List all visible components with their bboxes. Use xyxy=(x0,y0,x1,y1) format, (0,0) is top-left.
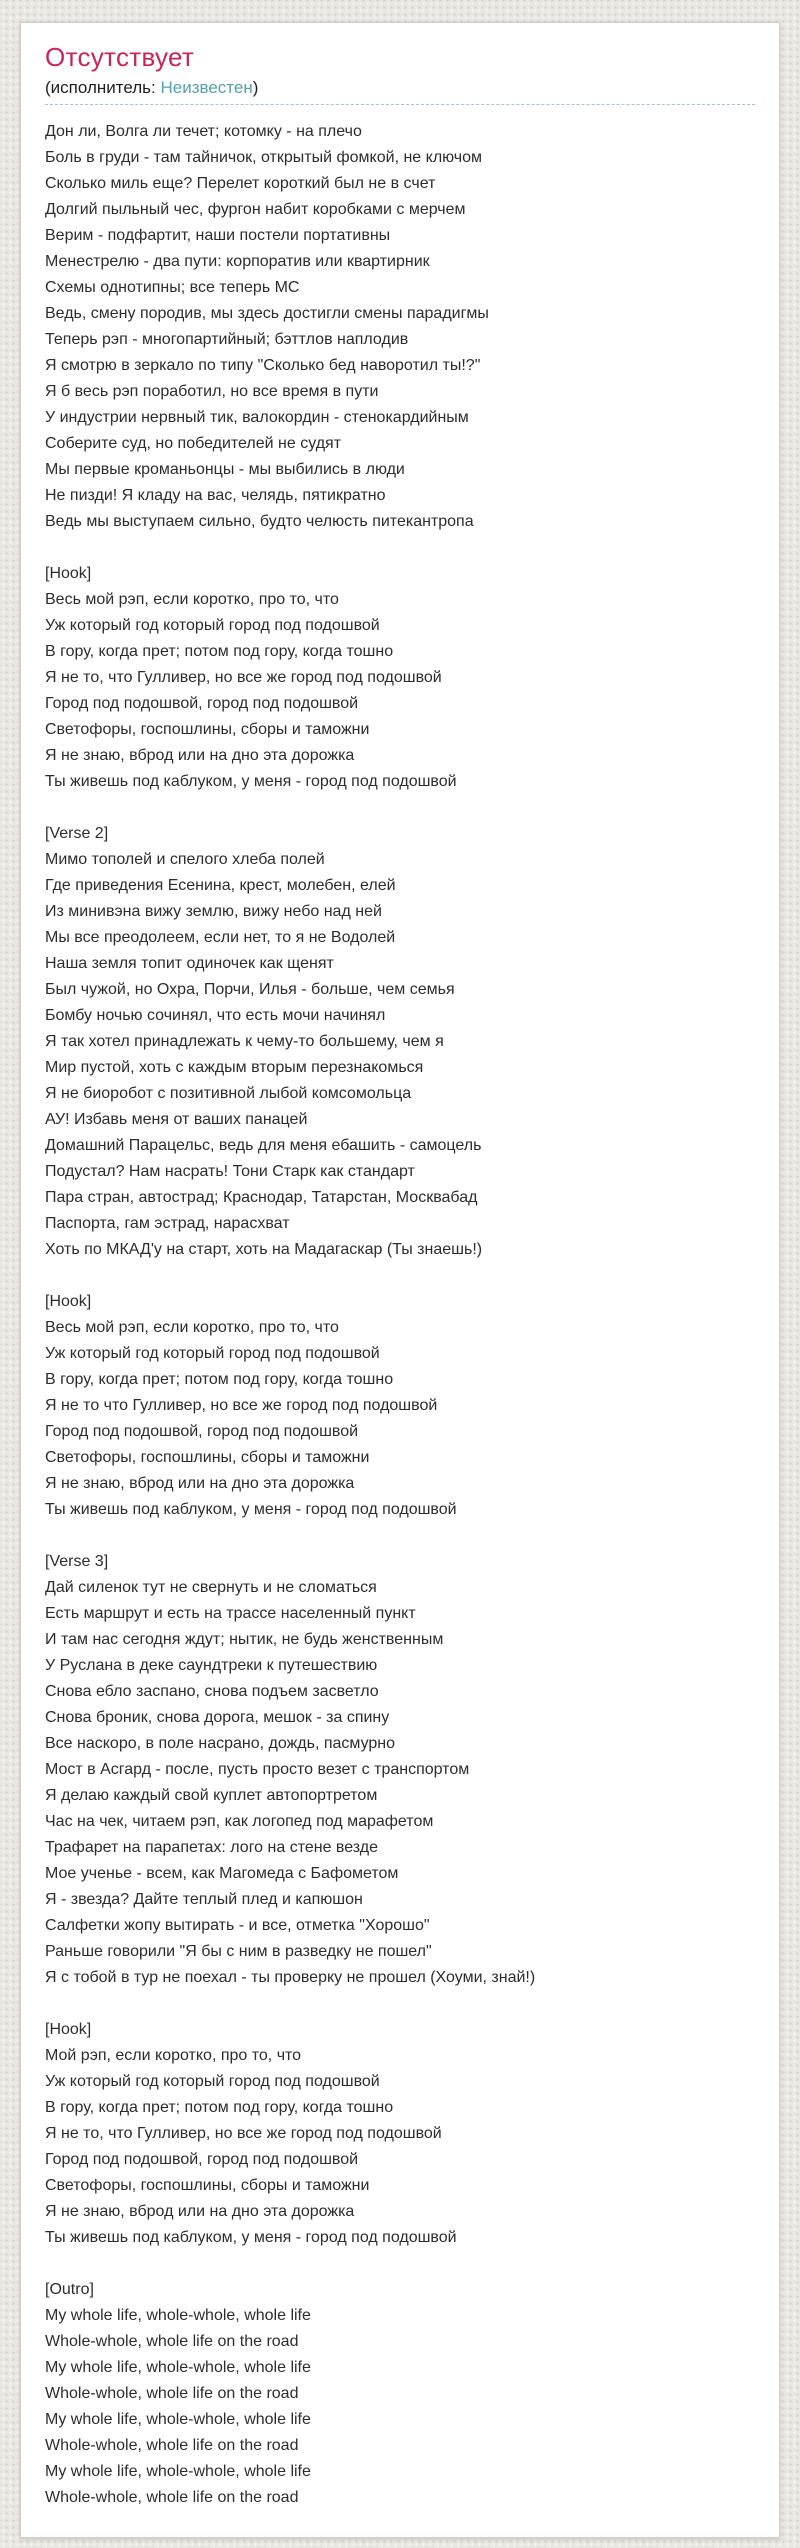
lyric-line: Бомбу ночью сочинял, что есть мочи начинял xyxy=(45,1006,386,1024)
lyric-line: Я не то, что Гулливер, но все же город под подошвой xyxy=(45,2124,442,2142)
lyric-line: Я не знаю, вброд или на дно эта дорожка xyxy=(45,746,355,764)
lyric-line: Где приведения Есенина, крест, молебен, елей xyxy=(45,876,396,894)
lyrics-section xyxy=(45,2017,755,2251)
lyrics-section xyxy=(45,119,755,535)
lyric-line: Менестрелю - два пути: корпоратив или квартирник xyxy=(45,252,430,270)
lyric-line: Весь мой рэп, если коротко, про то, что xyxy=(45,1318,339,1336)
lyric-line: Я с тобой в тур не поехал - ты проверку не прошел (Хоуми, знай!) xyxy=(45,1968,536,1986)
lyric-line: Наша земля топит одиночек как щенят xyxy=(45,954,334,972)
section-label: [Hook] xyxy=(45,1292,92,1310)
section-label: [Outro] xyxy=(45,2280,94,2298)
lyric-line: Ты живешь под каблуком, у меня - город под подошвой xyxy=(45,772,457,790)
lyric-line: Уж который год который город под подошвой xyxy=(45,616,380,634)
lyric-line: Мы все преодолеем, если нет, то я не Водолей xyxy=(45,928,396,946)
lyric-line: Теперь рэп - многопартийный; бэттлов наплодив xyxy=(45,330,409,348)
lyric-line: Был чужой, но Охра, Порчи, Илья - больше, чем семья xyxy=(45,980,455,998)
lyric-line: Я не то что Гулливер, но все же город под подошвой xyxy=(45,1396,438,1414)
lyrics-section xyxy=(45,1289,755,1523)
lyric-line: Whole-whole, whole life on the road xyxy=(45,2436,299,2454)
lyric-line: Мимо тополей и спелого хлеба полей xyxy=(45,850,325,868)
lyric-line: Паспорта, гам эстрад, нарасхват xyxy=(45,1214,290,1232)
lyric-line: Я смотрю в зеркало по типу "Сколько бед наворотил ты!?" xyxy=(45,356,481,374)
lyric-line: Сколько миль еще? Перелет короткий был не в счет xyxy=(45,174,436,192)
lyric-line: Весь мой рэп, если коротко, про то, что xyxy=(45,590,339,608)
lyric-line: Верим - подфартит, наши постели портативны xyxy=(45,226,391,244)
lyric-line: Соберите суд, но победителей не судят xyxy=(45,434,342,452)
lyric-line: Я не то, что Гулливер, но все же город под подошвой xyxy=(45,668,442,686)
lyric-line: My whole life, whole-whole, whole life xyxy=(45,2358,311,2376)
lyric-line: У индустрии нервный тик, валокордин - стенокардийным xyxy=(45,408,469,426)
lyric-line: Уж который год который город под подошвой xyxy=(45,2072,380,2090)
lyric-line: В гору, когда прет; потом под гору, когда тошно xyxy=(45,1370,394,1388)
lyric-line: Мой рэп, если коротко, про то, что xyxy=(45,2046,302,2064)
lyric-line: В гору, когда прет; потом под гору, когда тошно xyxy=(45,2098,394,2116)
lyric-line: Мы первые кроманьонцы - мы выбились в люди xyxy=(45,460,405,478)
lyrics-section xyxy=(45,821,755,1263)
lyric-line: Город под подошвой, город под подошвой xyxy=(45,694,359,712)
lyric-line: АУ! Избавь меня от ваших панацей xyxy=(45,1110,308,1128)
lyric-line: Раньше говорили "Я бы с ним в разведку не пошел" xyxy=(45,1942,432,1960)
lyric-line: У Руслана в деке саундтреки к путешествию xyxy=(45,1656,378,1674)
lyric-line: Боль в груди - там тайничок, открытый фомкой, не ключом xyxy=(45,148,483,166)
section-label: [Verse 3] xyxy=(45,1552,109,1570)
lyric-line: Ты живешь под каблуком, у меня - город под подошвой xyxy=(45,2228,457,2246)
lyric-line: Светофоры, госпошлины, сборы и таможни xyxy=(45,2176,370,2194)
section-label: [Hook] xyxy=(45,564,92,582)
lyric-line: Ведь мы выступаем сильно, будто челюсть питекантропа xyxy=(45,512,474,530)
lyric-line: Whole-whole, whole life on the road xyxy=(45,2488,299,2506)
artist-link[interactable]: Неизвестен xyxy=(160,77,253,97)
lyric-line: Все наскоро, в поле насрано, дождь, пасмурно xyxy=(45,1734,396,1752)
artist-prefix: (исполнитель: xyxy=(45,77,161,97)
lyric-line: Я не знаю, вброд или на дно эта дорожка xyxy=(45,2202,355,2220)
lyric-line: Светофоры, госпошлины, сборы и таможни xyxy=(45,720,370,738)
lyric-line: Светофоры, госпошлины, сборы и таможни xyxy=(45,1448,370,1466)
lyric-line: Долгий пыльный чес, фургон набит коробками с мерчем xyxy=(45,200,466,218)
lyric-line: My whole life, whole-whole, whole life xyxy=(45,2306,311,2324)
lyrics-section xyxy=(45,2277,755,2511)
lyric-line: Мост в Асгард - после, пусть просто везет с транспортом xyxy=(45,1760,470,1778)
lyric-line: Дон ли, Волга ли течет; котомку - на плечо xyxy=(45,122,362,140)
lyric-line: Мир пустой, хоть с каждым вторым перезнакомься xyxy=(45,1058,424,1076)
lyric-line: Схемы однотипны; все теперь MC xyxy=(45,278,300,296)
lyrics-card xyxy=(20,22,780,2538)
lyric-line: Хоть по МКАД'у на старт, хоть на Мадагаскар (Ты знаешь!) xyxy=(45,1240,483,1258)
lyric-line: Ты живешь под каблуком, у меня - город под подошвой xyxy=(45,1500,457,1518)
lyric-line: Пара стран, автострад; Краснодар, Татарстан, Москвабад xyxy=(45,1188,478,1206)
lyric-line: Подустал? Нам насрать! Тони Старк как стандарт xyxy=(45,1162,415,1180)
lyric-line: Я делаю каждый свой куплет автопортретом xyxy=(45,1786,378,1804)
lyric-line: Я не биоробот с позитивной лыбой комсомольца xyxy=(45,1084,412,1102)
lyric-line: Whole-whole, whole life on the road xyxy=(45,2332,299,2350)
lyric-line: Снова ебло заспано, снова подъем засветло xyxy=(45,1682,379,1700)
artist-suffix: ) xyxy=(252,77,259,97)
lyrics xyxy=(45,119,755,2511)
lyric-line: Снова броник, снова дорога, мешок - за спину xyxy=(45,1708,390,1726)
artist-line xyxy=(45,78,755,105)
lyric-line: My whole life, whole-whole, whole life xyxy=(45,2410,311,2428)
lyric-line: Час на чек, читаем рэп, как логопед под марафетом xyxy=(45,1812,434,1830)
lyric-line: My whole life, whole-whole, whole life xyxy=(45,2462,311,2480)
lyric-line: Салфетки жопу вытирать - и все, отметка "Хорошо" xyxy=(45,1916,430,1934)
page-title: Отсутствует xyxy=(45,42,195,72)
lyric-line: Я не знаю, вброд или на дно эта дорожка xyxy=(45,1474,355,1492)
lyric-line: Уж который год который город под подошвой xyxy=(45,1344,380,1362)
lyric-line: В гору, когда прет; потом под гору, когда тошно xyxy=(45,642,394,660)
lyric-line: Домашний Парацельс, ведь для меня ебашить - самоцель xyxy=(45,1136,482,1154)
lyric-line: Я так хотел принадлежать к чему-то большему, чем я xyxy=(45,1032,444,1050)
lyric-line: Whole-whole, whole life on the road xyxy=(45,2384,299,2402)
lyric-line: Трафарет на парапетах: лого на стене везде xyxy=(45,1838,379,1856)
lyrics-section xyxy=(45,561,755,795)
lyric-line: Из минивэна вижу землю, вижу небо над ней xyxy=(45,902,382,920)
lyric-line: Ведь, смену породив, мы здесь достигли смены парадигмы xyxy=(45,304,489,322)
lyric-line: Дай силенок тут не свернуть и не сломаться xyxy=(45,1578,377,1596)
lyric-line: И там нас сегодня ждут; нытик, не будь женственным xyxy=(45,1630,444,1648)
lyric-line: Город под подошвой, город под подошвой xyxy=(45,2150,359,2168)
section-label: [Hook] xyxy=(45,2020,92,2038)
lyric-line: Город под подошвой, город под подошвой xyxy=(45,1422,359,1440)
lyrics-section xyxy=(45,1549,755,1991)
lyric-line: Есть маршрут и есть на трассе населенный пункт xyxy=(45,1604,416,1622)
lyric-line: Не пизди! Я кладу на вас, челядь, пятикратно xyxy=(45,486,386,504)
lyric-line: Я - звезда? Дайте теплый плед и капюшон xyxy=(45,1890,363,1908)
section-label: [Verse 2] xyxy=(45,824,109,842)
lyric-line: Я б весь рэп поработил, но все время в пути xyxy=(45,382,379,400)
lyric-line: Мое ученье - всем, как Магомеда с Бафометом xyxy=(45,1864,399,1882)
